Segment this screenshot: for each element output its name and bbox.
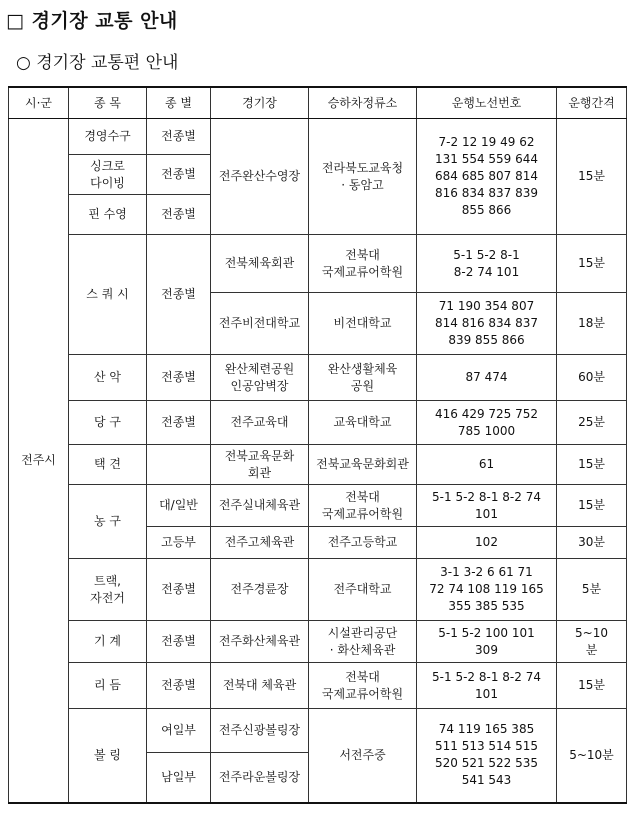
sport-cell: 농 구 (69, 485, 147, 559)
stop-cell: 전북교육문화회관 (309, 445, 417, 485)
sport-cell: 기 계 (69, 621, 147, 663)
table-row (9, 663, 627, 709)
sport-cell: 트랙, 자전거 (69, 559, 147, 621)
routes-cell: 416 429 725 752 785 1000 (417, 401, 557, 445)
venue-cell: 전주경륜장 (211, 559, 309, 621)
interval-cell: 15분 (557, 119, 627, 235)
stop-cell: 완산생활체육 공원 (309, 355, 417, 401)
stop-cell: 전북대 국제교류어학원 (309, 485, 417, 527)
routes-cell: 5-1 5-2 100 101 309 (417, 621, 557, 663)
sport-cell: 싱크로 다이빙 (69, 155, 147, 195)
interval-cell: 15분 (557, 663, 627, 709)
category-cell (147, 445, 211, 485)
venue-cell: 전북교육문화 회관 (211, 445, 309, 485)
category-cell: 전종별 (147, 621, 211, 663)
table-header-row (9, 87, 627, 119)
table-row (9, 119, 627, 155)
venue-cell: 전주고체육관 (211, 527, 309, 559)
venue-cell: 전주완산수영장 (211, 119, 309, 235)
stop-cell: 교육대학교 (309, 401, 417, 445)
venue-cell: 전북체육회관 (211, 235, 309, 293)
sport-cell: 택 견 (69, 445, 147, 485)
sport-cell: 핀 수영 (69, 195, 147, 235)
table-row (9, 621, 627, 663)
interval-cell: 30분 (557, 527, 627, 559)
routes-cell: 5-1 5-2 8-1 8-2 74 101 (417, 663, 557, 709)
table-row (9, 485, 627, 527)
header-venue: 경기장 (211, 87, 309, 119)
stop-cell: 전주대학교 (309, 559, 417, 621)
category-cell: 전종별 (147, 155, 211, 195)
routes-cell: 102 (417, 527, 557, 559)
category-cell: 남일부 (147, 753, 211, 803)
stop-cell: 비전대학교 (309, 293, 417, 355)
table-row (9, 709, 627, 753)
interval-cell: 15분 (557, 235, 627, 293)
interval-cell: 5~10분 (557, 709, 627, 803)
header-interval: 운행간격 (557, 87, 627, 119)
venue-cell: 완산체련공원 인공암벽장 (211, 355, 309, 401)
page-subtitle: ○ 경기장 교통편 안내 (16, 53, 179, 73)
stop-cell: 서전주중 (309, 709, 417, 803)
category-cell: 고등부 (147, 527, 211, 559)
table-row (9, 401, 627, 445)
routes-cell: 7-2 12 19 49 62 131 554 559 644 684 685 807 814 816 834 837 839 855 866 (417, 119, 557, 235)
venue-cell: 전주교육대 (211, 401, 309, 445)
category-cell: 대/일반 (147, 485, 211, 527)
category-cell: 전종별 (147, 235, 211, 355)
routes-cell: 74 119 165 385 511 513 514 515 520 521 522 535 541 543 (417, 709, 557, 803)
interval-cell: 15분 (557, 485, 627, 527)
page-title: □ 경기장 교통 안내 (6, 10, 178, 32)
sport-cell: 리 듬 (69, 663, 147, 709)
category-cell: 전종별 (147, 195, 211, 235)
sport-cell: 산 악 (69, 355, 147, 401)
venue-cell: 전주라운볼링장 (211, 753, 309, 803)
category-cell: 전종별 (147, 663, 211, 709)
category-cell: 전종별 (147, 401, 211, 445)
routes-cell: 5-1 5-2 8-1 8-2 74 101 (417, 485, 557, 527)
routes-cell: 71 190 354 807 814 816 834 837 839 855 866 (417, 293, 557, 355)
sport-cell: 스 쿼 시 (69, 235, 147, 355)
venue-cell: 전주화산체육관 (211, 621, 309, 663)
stop-cell: 전주고등학교 (309, 527, 417, 559)
transit-table (8, 86, 627, 804)
table-row (9, 445, 627, 485)
venue-cell: 전주비전대학교 (211, 293, 309, 355)
routes-cell: 5-1 5-2 8-1 8-2 74 101 (417, 235, 557, 293)
header-stop: 승하차정류소 (309, 87, 417, 119)
interval-cell: 18분 (557, 293, 627, 355)
routes-cell: 3-1 3-2 6 61 71 72 74 108 119 165 355 385 535 (417, 559, 557, 621)
venue-cell: 전주실내체육관 (211, 485, 309, 527)
header-routes: 운행노선번호 (417, 87, 557, 119)
interval-cell: 15분 (557, 445, 627, 485)
stop-cell: 전북대 국제교류어학원 (309, 235, 417, 293)
interval-cell: 25분 (557, 401, 627, 445)
category-cell: 전종별 (147, 559, 211, 621)
category-cell: 여일부 (147, 709, 211, 753)
routes-cell: 61 (417, 445, 557, 485)
stop-cell: 전북대 국제교류어학원 (309, 663, 417, 709)
table-row (9, 355, 627, 401)
venue-cell: 전북대 체육관 (211, 663, 309, 709)
sport-cell: 당 구 (69, 401, 147, 445)
stop-cell: 전라북도교육청 · 동암고 (309, 119, 417, 235)
header-sport: 종 목 (69, 87, 147, 119)
stop-cell: 시설관리공단 · 화산체육관 (309, 621, 417, 663)
city-cell: 전주시 (9, 119, 69, 803)
sport-cell: 볼 링 (69, 709, 147, 803)
interval-cell: 60분 (557, 355, 627, 401)
table-row (9, 559, 627, 621)
sport-cell: 경영수구 (69, 119, 147, 155)
header-city: 시·군 (9, 87, 69, 119)
venue-cell: 전주신광볼링장 (211, 709, 309, 753)
routes-cell: 87 474 (417, 355, 557, 401)
interval-cell: 5~10 분 (557, 621, 627, 663)
category-cell: 전종별 (147, 355, 211, 401)
interval-cell: 5분 (557, 559, 627, 621)
category-cell: 전종별 (147, 119, 211, 155)
header-category: 종 별 (147, 87, 211, 119)
table-row (9, 235, 627, 293)
